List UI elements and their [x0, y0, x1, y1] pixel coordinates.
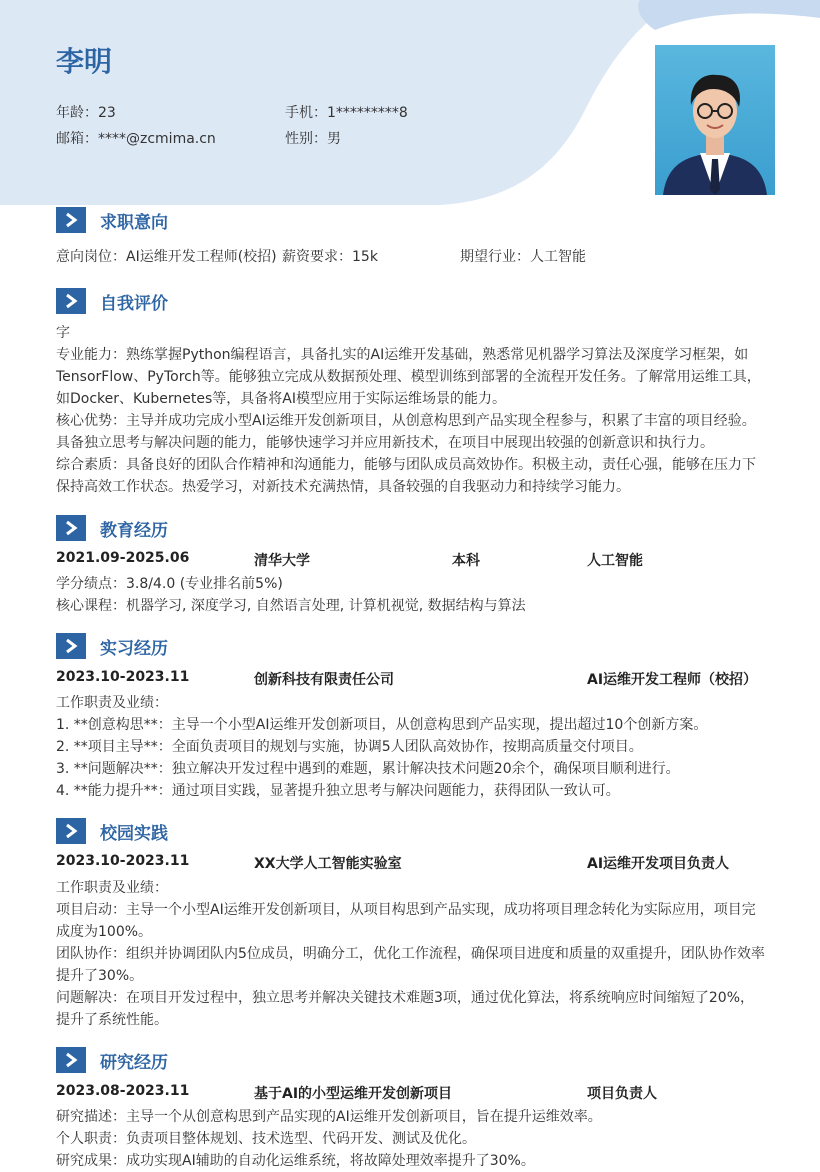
profile-photo: [655, 45, 775, 195]
section-title: 教育经历: [100, 520, 168, 541]
internship-line: 工作职责及业绩：: [56, 695, 168, 711]
campus-org: XX大学人工智能实验室: [254, 856, 402, 872]
section-self-eval-header: [56, 287, 168, 315]
section-title: 实习经历: [100, 638, 168, 659]
education-gpa: 学分绩点：3.8/4.0 (专业排名前5%): [56, 576, 283, 592]
section-education-header: [56, 514, 168, 542]
research-row: [56, 1083, 768, 1105]
research-line: 个人职责：负责项目整体规划、技术选型、代码开发、测试及优化。: [56, 1131, 476, 1147]
internship-date: 2023.10-2023.11: [56, 669, 190, 685]
education-major: 人工智能: [587, 553, 643, 569]
education-school: 清华大学: [254, 553, 310, 569]
internship-line: 4. **能力提升**：通过项目实践，显著提升独立思考与解决问题能力，获得团队一致认可。: [56, 783, 620, 799]
education-date: 2021.09-2025.06: [56, 550, 190, 566]
research-date: 2023.08-2023.11: [56, 1083, 190, 1099]
education-degree: 本科: [452, 553, 480, 569]
chevron-right-icon: [56, 633, 86, 659]
self-eval-line: 综合素质：具备良好的团队合作精神和沟通能力，能够与团队成员高效协作。积极主动，责任心强，能够在压力下保持高效工作状态。热爱学习，对新技术充满热情，具备较强的自我驱动力和持续学习能力。: [56, 457, 756, 495]
gender-info: 性别：男: [285, 131, 341, 147]
chevron-right-icon: [56, 207, 86, 233]
intent-position: 意向岗位：AI运维开发工程师(校招): [56, 249, 277, 265]
campus-role: AI运维开发项目负责人: [587, 856, 730, 872]
chevron-right-icon: [56, 515, 86, 541]
internship-details: [56, 692, 768, 802]
internship-line: 1. **创意构思**：主导一个小型AI运维开发创新项目，从创意构思到产品实现，提出超过10个创新方案。: [56, 717, 708, 733]
campus-line: 团队协作：组织并协调团队内5位成员，明确分工，优化工作流程，确保项目进度和质量的双重提升，团队协作效率提升了30%。: [56, 946, 765, 984]
chevron-right-icon: [56, 818, 86, 844]
campus-details: [56, 877, 768, 1031]
intent-salary: 薪资要求：15k: [282, 249, 378, 265]
internship-line: 3. **问题解决**：独立解决开发过程中遇到的难题，累计解决技术问题20余个，确保项目顺利进行。: [56, 761, 680, 777]
self-eval-line: 字: [56, 325, 70, 341]
age-info: 年龄：23: [56, 105, 116, 121]
research-role: 项目负责人: [587, 1086, 657, 1102]
research-line: 研究描述：主导一个从创意构思到产品实现的AI运维开发创新项目，旨在提升运维效率。: [56, 1109, 602, 1125]
section-title: 自我评价: [100, 293, 168, 314]
candidate-name: 李明: [56, 45, 113, 78]
self-eval-line: 核心优势：主导并成功完成小型AI运维开发创新项目，从创意构思到产品实现全程参与，积累了丰富的项目经验。具备独立思考与解决问题的能力，能够快速学习并应用新技术，在项目中展现出较强的创新意识和执行力。: [56, 413, 756, 451]
internship-row: [56, 669, 768, 691]
section-intent-header: [56, 206, 168, 234]
section-title: 研究经历: [100, 1052, 168, 1073]
research-line: 研究成果：成功实现AI辅助的自动化运维系统，将故障处理效率提升了30%。: [56, 1153, 535, 1169]
research-details: [56, 1106, 768, 1172]
internship-company: 创新科技有限责任公司: [254, 672, 394, 688]
campus-row: [56, 853, 768, 875]
chevron-right-icon: [56, 288, 86, 314]
education-courses: 核心课程：机器学习, 深度学习, 自然语言处理, 计算机视觉, 数据结构与算法: [56, 598, 526, 614]
campus-line: 问题解决：在项目开发过程中，独立思考并解决关键技术难题3项，通过优化算法，将系统响应时间缩短了20%，提升了系统性能。: [56, 990, 755, 1028]
education-row: [56, 550, 768, 572]
section-title: 校园实践: [100, 823, 168, 844]
self-eval-line: 专业能力：熟练掌握Python编程语言，具备扎实的AI运维开发基础，熟悉常见机器学习算法及深度学习框架，如TensorFlow、PyTorch等。能够独立完成从数据预处理、模型训练到部署的全流程开发任务。了解常用运维工具，如Docker、Kubernetes等，具备将AI模型应用于实际运维场景的能力。: [56, 347, 761, 407]
phone-info: 手机：1*********8: [285, 105, 408, 121]
internship-role: AI运维开发工程师（校招）: [587, 672, 758, 688]
section-research-header: [56, 1046, 168, 1074]
internship-line: 2. **项目主导**：全面负责项目的规划与实施，协调5人团队高效协作，按期高质量交付项目。: [56, 739, 643, 755]
campus-date: 2023.10-2023.11: [56, 853, 190, 869]
intent-industry: 期望行业：人工智能: [460, 249, 586, 265]
campus-line: 工作职责及业绩：: [56, 880, 168, 896]
section-internship-header: [56, 632, 168, 660]
email-info: 邮箱：****@zcmima.cn: [56, 131, 216, 147]
campus-line: 项目启动：主导一个小型AI运维开发创新项目，从项目构思到产品实现，成功将项目理念转化为实际应用，项目完成度为100%。: [56, 902, 756, 940]
chevron-right-icon: [56, 1047, 86, 1073]
research-project: 基于AI的小型运维开发创新项目: [254, 1086, 453, 1102]
section-title: 求职意向: [100, 212, 168, 233]
section-campus-header: [56, 817, 168, 845]
self-eval-text: [56, 322, 768, 498]
